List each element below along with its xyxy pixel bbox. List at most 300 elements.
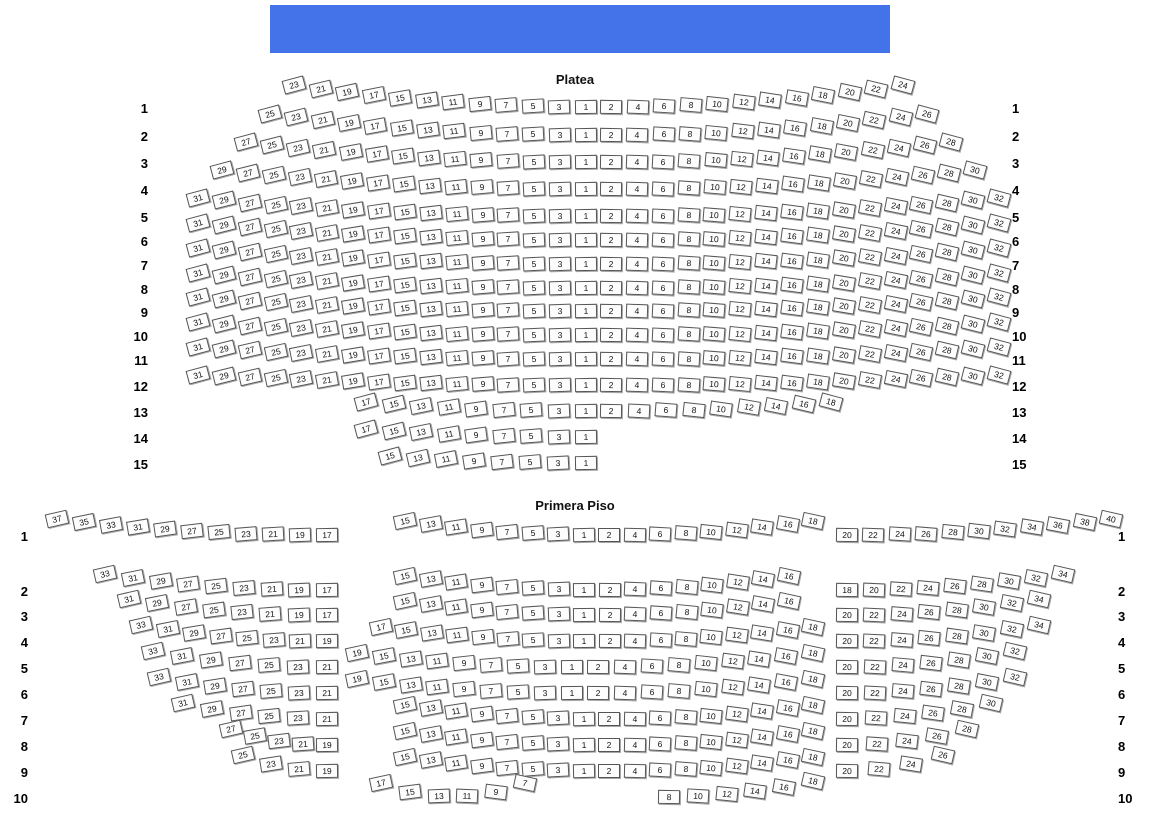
seat[interactable]: 14 (764, 397, 788, 415)
seat[interactable]: 2 (600, 281, 622, 295)
seat[interactable]: 18 (811, 86, 835, 104)
seat[interactable]: 13 (419, 205, 442, 221)
seat[interactable]: 15 (393, 696, 417, 714)
seat[interactable]: 26 (909, 245, 933, 263)
seat[interactable]: 30 (961, 191, 986, 210)
seat[interactable]: 26 (911, 166, 936, 185)
seat[interactable]: 11 (444, 728, 468, 745)
seat[interactable]: 24 (890, 606, 913, 622)
seat[interactable]: 4 (624, 633, 647, 648)
seat[interactable]: 26 (918, 604, 941, 620)
seat[interactable]: 14 (755, 177, 779, 194)
seat[interactable]: 23 (232, 580, 255, 596)
seat[interactable]: 31 (186, 239, 211, 258)
seat[interactable]: 9 (471, 207, 494, 223)
seat[interactable]: 28 (937, 163, 962, 182)
seat[interactable]: 31 (186, 264, 211, 283)
seat[interactable]: 29 (211, 339, 236, 358)
seat[interactable]: 11 (445, 350, 468, 366)
seat[interactable]: 7 (497, 327, 520, 342)
seat[interactable]: 34 (1020, 518, 1044, 535)
seat[interactable]: 3 (547, 763, 570, 778)
seat[interactable]: 7 (480, 683, 503, 699)
seat[interactable]: 25 (260, 136, 285, 155)
seat[interactable]: 15 (391, 148, 415, 165)
seat[interactable]: 9 (469, 125, 492, 141)
seat[interactable]: 2 (598, 738, 620, 752)
seat[interactable]: 20 (832, 225, 856, 242)
seat[interactable]: 21 (315, 224, 339, 242)
seat[interactable]: 15 (381, 394, 406, 413)
seat[interactable]: 7 (492, 402, 515, 418)
seat[interactable]: 23 (289, 295, 313, 313)
seat[interactable]: 17 (365, 146, 389, 163)
seat[interactable]: 28 (935, 316, 960, 335)
seat[interactable]: 16 (780, 204, 804, 221)
seat[interactable]: 19 (341, 250, 365, 267)
seat[interactable]: 3 (548, 633, 571, 648)
seat[interactable]: 9 (471, 376, 494, 392)
seat[interactable]: 18 (806, 227, 830, 244)
seat[interactable]: 21 (310, 111, 335, 129)
seat[interactable]: 1 (572, 527, 594, 542)
seat[interactable]: 13 (418, 515, 442, 533)
seat[interactable]: 19 (340, 172, 364, 190)
seat[interactable]: 5 (523, 280, 546, 295)
seat[interactable]: 10 (703, 302, 726, 318)
seat[interactable]: 22 (858, 345, 882, 363)
seat[interactable]: 25 (263, 293, 287, 311)
seat[interactable]: 10 (703, 376, 726, 392)
seat[interactable]: 3 (547, 455, 570, 470)
seat[interactable]: 17 (369, 618, 393, 636)
seat[interactable]: 31 (186, 338, 211, 357)
seat[interactable]: 27 (237, 341, 262, 360)
seat[interactable]: 18 (806, 251, 830, 268)
seat[interactable]: 25 (263, 195, 287, 213)
seat[interactable]: 7 (496, 631, 519, 647)
seat[interactable]: 5 (521, 709, 544, 725)
seat[interactable]: 18 (801, 644, 825, 662)
seat[interactable]: 3 (547, 607, 570, 622)
seat[interactable]: 28 (945, 601, 969, 618)
seat[interactable]: 27 (237, 243, 262, 262)
seat[interactable]: 18 (810, 117, 834, 135)
seat[interactable]: 27 (176, 575, 200, 592)
seat[interactable]: 1 (572, 711, 594, 726)
seat[interactable]: 24 (883, 319, 907, 337)
seat[interactable]: 17 (367, 275, 391, 292)
seat[interactable]: 8 (679, 97, 702, 113)
seat[interactable]: 16 (785, 89, 809, 107)
seat[interactable]: 27 (237, 368, 262, 387)
seat[interactable]: 11 (445, 627, 469, 644)
seat[interactable]: 21 (287, 761, 310, 777)
seat[interactable]: 9 (471, 231, 494, 247)
seat[interactable]: 22 (862, 527, 885, 542)
seat[interactable]: 6 (650, 606, 673, 622)
seat[interactable]: 9 (470, 705, 494, 722)
seat[interactable]: 7 (496, 153, 519, 169)
seat[interactable]: 20 (838, 83, 863, 101)
seat[interactable]: 1 (575, 128, 597, 142)
seat[interactable]: 29 (211, 241, 236, 260)
seat[interactable]: 19 (316, 634, 338, 648)
seat[interactable]: 6 (649, 711, 672, 726)
seat[interactable]: 7 (497, 303, 520, 318)
seat[interactable]: 9 (453, 681, 476, 697)
seat[interactable]: 6 (641, 684, 664, 699)
seat[interactable]: 24 (885, 168, 909, 186)
seat[interactable]: 4 (626, 304, 648, 319)
seat[interactable]: 14 (756, 149, 780, 166)
seat[interactable]: 18 (806, 202, 830, 219)
seat[interactable]: 15 (393, 324, 417, 341)
seat[interactable]: 10 (700, 602, 724, 619)
seat[interactable]: 17 (366, 174, 390, 191)
seat[interactable]: 19 (345, 670, 369, 688)
seat[interactable]: 14 (754, 277, 777, 293)
seat[interactable]: 22 (890, 581, 913, 597)
seat[interactable]: 16 (780, 324, 804, 341)
seat[interactable]: 34 (1027, 590, 1052, 609)
seat[interactable]: 23 (287, 659, 310, 674)
seat[interactable]: 3 (549, 378, 571, 393)
seat[interactable]: 11 (445, 206, 468, 222)
seat[interactable]: 20 (836, 528, 858, 542)
seat[interactable]: 19 (341, 346, 365, 363)
seat[interactable]: 11 (436, 399, 460, 417)
seat[interactable]: 8 (675, 579, 698, 595)
seat[interactable]: 8 (674, 525, 697, 541)
seat[interactable]: 6 (650, 581, 673, 597)
seat[interactable]: 13 (418, 751, 442, 769)
seat[interactable]: 20 (832, 201, 856, 218)
seat[interactable]: 11 (444, 178, 467, 194)
seat[interactable]: 13 (420, 624, 444, 641)
seat[interactable]: 21 (315, 321, 339, 339)
seat[interactable]: 4 (624, 582, 647, 597)
seat[interactable]: 16 (772, 778, 796, 796)
seat[interactable]: 26 (925, 727, 949, 745)
seat[interactable]: 13 (419, 375, 442, 391)
seat[interactable]: 23 (289, 271, 313, 289)
seat[interactable]: 19 (337, 114, 361, 132)
seat[interactable]: 17 (367, 299, 391, 316)
seat[interactable]: 10 (703, 255, 726, 271)
seat[interactable]: 24 (891, 683, 914, 699)
seat[interactable]: 16 (775, 751, 799, 769)
seat[interactable]: 5 (507, 658, 530, 673)
seat[interactable]: 17 (367, 323, 391, 340)
seat[interactable]: 12 (726, 599, 750, 616)
seat[interactable]: 12 (729, 301, 752, 317)
seat[interactable]: 9 (470, 577, 494, 594)
seat[interactable]: 15 (393, 276, 417, 293)
seat[interactable]: 30 (961, 315, 986, 334)
seat[interactable]: 5 (522, 154, 545, 169)
seat[interactable]: 11 (444, 574, 468, 591)
seat[interactable]: 11 (444, 151, 467, 167)
seat[interactable]: 8 (677, 280, 700, 295)
seat[interactable]: 30 (967, 523, 991, 540)
seat[interactable]: 4 (626, 257, 648, 272)
seat[interactable]: 7 (490, 453, 514, 470)
seat[interactable]: 33 (129, 616, 154, 635)
seat[interactable]: 2 (598, 528, 620, 542)
seat[interactable]: 14 (754, 375, 777, 391)
seat[interactable]: 8 (678, 126, 701, 142)
seat[interactable]: 9 (471, 255, 494, 271)
seat[interactable]: 14 (750, 754, 774, 771)
seat[interactable]: 7 (480, 657, 503, 673)
seat[interactable]: 26 (909, 318, 933, 336)
seat[interactable]: 21 (312, 141, 336, 159)
seat[interactable]: 10 (703, 326, 726, 342)
seat[interactable]: 13 (427, 789, 450, 804)
seat[interactable]: 34 (1027, 616, 1052, 635)
seat[interactable]: 6 (641, 658, 664, 673)
seat[interactable]: 3 (548, 99, 571, 114)
seat[interactable]: 2 (600, 209, 622, 223)
seat[interactable]: 10 (703, 180, 726, 196)
seat[interactable]: 1 (573, 608, 595, 622)
seat[interactable]: 17 (367, 202, 391, 219)
seat[interactable]: 14 (757, 121, 781, 138)
seat[interactable]: 5 (507, 684, 530, 699)
seat[interactable]: 18 (801, 512, 825, 530)
seat[interactable]: 28 (935, 218, 960, 237)
seat[interactable]: 31 (170, 647, 194, 665)
seat[interactable]: 8 (677, 208, 700, 223)
seat[interactable]: 13 (399, 676, 423, 693)
seat[interactable]: 28 (947, 677, 971, 694)
seat[interactable]: 16 (781, 176, 805, 193)
seat[interactable]: 5 (519, 429, 542, 445)
seat[interactable]: 13 (409, 397, 433, 415)
seat[interactable]: 8 (667, 683, 690, 699)
seat[interactable]: 28 (935, 291, 960, 310)
seat[interactable]: 8 (658, 790, 680, 804)
seat[interactable]: 23 (286, 138, 311, 157)
seat[interactable]: 7 (495, 733, 518, 749)
seat[interactable]: 31 (186, 189, 211, 208)
seat[interactable]: 25 (262, 166, 287, 185)
seat[interactable]: 30 (961, 266, 986, 285)
seat[interactable]: 30 (972, 624, 996, 641)
seat[interactable]: 29 (211, 366, 236, 385)
seat[interactable]: 29 (199, 651, 223, 668)
seat[interactable]: 17 (367, 227, 391, 244)
seat[interactable]: 19 (339, 144, 363, 162)
seat[interactable]: 19 (341, 322, 365, 339)
seat[interactable]: 4 (626, 378, 648, 393)
seat[interactable]: 35 (72, 513, 96, 531)
seat[interactable]: 26 (919, 681, 943, 698)
seat[interactable]: 15 (393, 374, 417, 391)
seat[interactable]: 1 (572, 763, 594, 778)
seat[interactable]: 14 (750, 702, 774, 719)
seat[interactable]: 2 (600, 328, 622, 342)
seat[interactable]: 7 (497, 377, 520, 392)
seat[interactable]: 22 (862, 111, 887, 129)
seat[interactable]: 29 (182, 624, 206, 641)
seat[interactable]: 25 (202, 601, 226, 618)
seat[interactable]: 32 (999, 594, 1023, 612)
seat[interactable]: 27 (236, 163, 261, 182)
seat[interactable]: 11 (426, 653, 450, 670)
seat[interactable]: 5 (523, 208, 546, 223)
seat[interactable]: 5 (521, 761, 544, 777)
seat[interactable]: 13 (419, 349, 442, 365)
seat[interactable]: 7 (495, 126, 518, 142)
seat[interactable]: 18 (806, 373, 830, 390)
seat[interactable]: 23 (262, 632, 285, 648)
seat[interactable]: 29 (211, 290, 236, 309)
seat[interactable]: 15 (372, 647, 396, 665)
seat[interactable]: 23 (288, 685, 311, 700)
seat[interactable]: 22 (858, 248, 882, 266)
seat[interactable]: 9 (484, 784, 508, 801)
seat[interactable]: 17 (361, 86, 385, 104)
seat[interactable]: 14 (747, 676, 771, 693)
seat[interactable]: 3 (547, 582, 570, 597)
seat[interactable]: 30 (975, 647, 999, 665)
seat[interactable]: 21 (259, 606, 282, 622)
seat[interactable]: 21 (315, 371, 339, 389)
seat[interactable]: 25 (258, 104, 283, 123)
seat[interactable]: 14 (758, 92, 782, 109)
seat[interactable]: 12 (721, 653, 745, 670)
seat[interactable]: 5 (519, 403, 542, 419)
seat[interactable]: 32 (1003, 642, 1028, 661)
seat[interactable]: 9 (471, 629, 494, 645)
seat[interactable]: 25 (263, 369, 287, 387)
seat[interactable]: 4 (627, 403, 650, 418)
seat[interactable]: 17 (363, 117, 387, 135)
seat[interactable]: 12 (729, 178, 752, 194)
seat[interactable]: 8 (674, 761, 697, 777)
seat[interactable]: 10 (700, 629, 723, 645)
seat[interactable]: 20 (832, 274, 856, 291)
seat[interactable]: 1 (573, 583, 595, 597)
seat[interactable]: 6 (652, 154, 675, 169)
seat[interactable]: 14 (754, 301, 777, 317)
seat[interactable]: 10 (709, 400, 733, 417)
seat[interactable]: 30 (961, 339, 986, 358)
seat[interactable]: 32 (987, 189, 1012, 208)
seat[interactable]: 12 (725, 757, 749, 774)
seat[interactable]: 6 (652, 127, 675, 142)
seat[interactable]: 16 (780, 374, 804, 391)
seat[interactable]: 15 (388, 89, 412, 107)
seat[interactable]: 7 (495, 97, 518, 113)
seat[interactable]: 2 (600, 128, 622, 142)
seat[interactable]: 15 (393, 252, 417, 269)
seat[interactable]: 18 (806, 275, 830, 292)
seat[interactable]: 8 (682, 402, 705, 418)
seat[interactable]: 25 (243, 727, 267, 745)
seat[interactable]: 16 (777, 567, 801, 585)
seat[interactable]: 22 (864, 79, 889, 98)
seat[interactable]: 17 (354, 392, 379, 411)
seat[interactable]: 23 (289, 197, 313, 215)
seat[interactable]: 29 (211, 216, 236, 235)
seat[interactable]: 7 (496, 579, 519, 595)
seat[interactable]: 26 (909, 269, 933, 287)
seat[interactable]: 10 (699, 733, 722, 749)
seat[interactable]: 1 (560, 660, 582, 674)
seat[interactable]: 5 (522, 127, 545, 142)
seat[interactable]: 5 (521, 99, 544, 114)
seat[interactable]: 25 (263, 318, 287, 336)
seat[interactable]: 22 (863, 607, 886, 622)
seat[interactable]: 26 (909, 195, 933, 213)
seat[interactable]: 8 (674, 735, 697, 751)
seat[interactable]: 9 (453, 655, 476, 671)
seat[interactable]: 16 (780, 228, 804, 245)
seat[interactable]: 3 (549, 304, 571, 319)
seat[interactable]: 11 (445, 254, 468, 270)
seat[interactable]: 2 (587, 686, 609, 700)
seat[interactable]: 3 (549, 352, 571, 367)
seat[interactable]: 12 (725, 731, 749, 748)
seat[interactable]: 7 (495, 759, 518, 775)
seat[interactable]: 15 (372, 673, 396, 691)
seat[interactable]: 27 (237, 193, 262, 212)
seat[interactable]: 13 (419, 325, 442, 341)
seat[interactable]: 9 (470, 757, 494, 774)
seat[interactable]: 9 (470, 152, 493, 168)
seat[interactable]: 32 (987, 239, 1012, 258)
seat[interactable]: 34 (1051, 565, 1076, 584)
seat[interactable]: 5 (523, 256, 546, 271)
seat[interactable]: 2 (600, 378, 622, 392)
seat[interactable]: 32 (994, 521, 1018, 538)
seat[interactable]: 32 (987, 338, 1012, 357)
seat[interactable]: 32 (987, 214, 1012, 233)
seat[interactable]: 10 (686, 789, 709, 804)
seat[interactable]: 30 (961, 241, 986, 260)
seat[interactable]: 21 (308, 79, 333, 98)
seat[interactable]: 4 (626, 127, 649, 142)
seat[interactable]: 10 (694, 681, 717, 697)
seat[interactable]: 15 (393, 228, 417, 245)
seat[interactable]: 29 (211, 191, 236, 210)
seat[interactable]: 24 (883, 271, 907, 289)
seat[interactable]: 4 (626, 99, 649, 114)
seat[interactable]: 3 (533, 685, 556, 700)
seat[interactable]: 9 (471, 350, 494, 366)
seat[interactable]: 12 (729, 326, 752, 342)
seat[interactable]: 33 (147, 668, 172, 687)
seat[interactable]: 22 (864, 659, 887, 674)
seat[interactable]: 30 (975, 673, 999, 691)
seat[interactable]: 26 (918, 630, 941, 646)
seat[interactable]: 12 (729, 230, 752, 246)
seat[interactable]: 13 (399, 650, 423, 667)
seat[interactable]: 28 (935, 193, 960, 212)
seat[interactable]: 24 (883, 197, 907, 215)
seat[interactable]: 10 (699, 759, 722, 775)
seat[interactable]: 22 (858, 371, 882, 389)
seat[interactable]: 14 (754, 349, 777, 365)
seat[interactable]: 10 (703, 279, 726, 295)
seat[interactable]: 5 (523, 181, 546, 196)
seat[interactable]: 16 (775, 699, 799, 717)
seat[interactable]: 19 (316, 738, 338, 752)
seat[interactable]: 5 (522, 632, 545, 647)
